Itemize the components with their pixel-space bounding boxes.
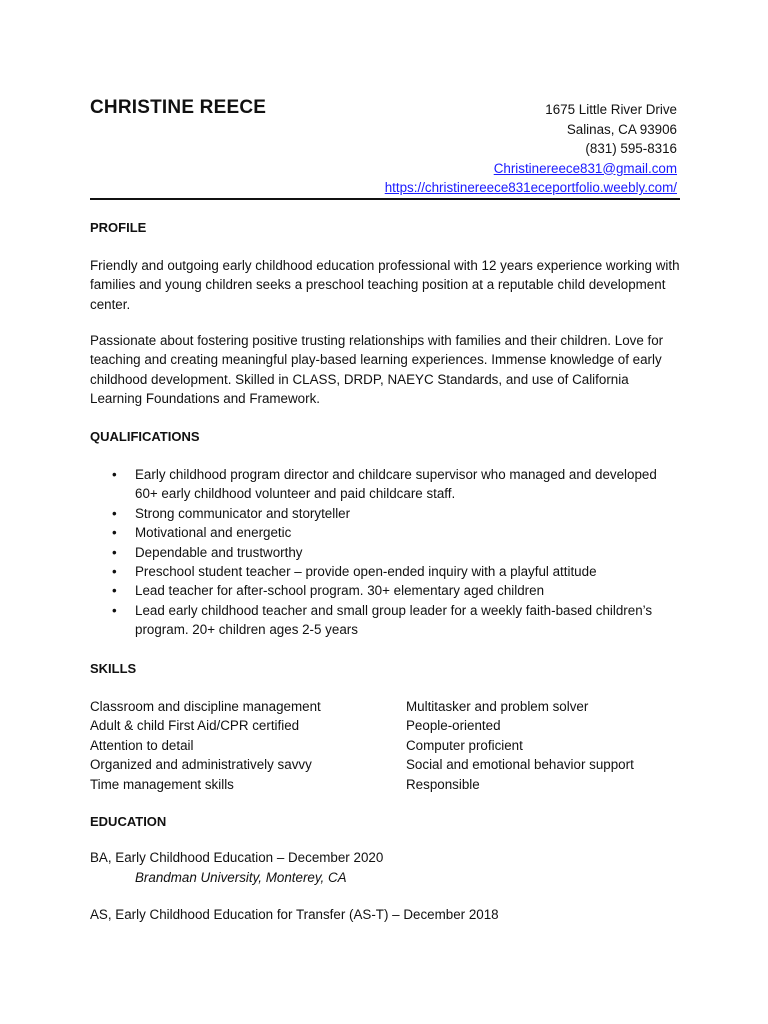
qualification-text: Strong communicator and storyteller bbox=[135, 505, 351, 521]
skill-item: Attention to detail bbox=[90, 737, 194, 753]
profile-heading: PROFILE bbox=[90, 220, 147, 235]
list-item bbox=[90, 562, 682, 581]
qualification-text: Motivational and energetic bbox=[135, 525, 292, 541]
contact-block bbox=[385, 100, 677, 198]
skill-item: Organized and administratively savvy bbox=[90, 757, 312, 773]
bullet-icon: • bbox=[112, 602, 117, 618]
profile-paragraph-2 bbox=[90, 331, 680, 409]
skill-item: Computer proficient bbox=[406, 737, 523, 753]
skill-item: People-oriented bbox=[406, 718, 501, 734]
skill-item: Multitasker and problem solver bbox=[406, 699, 589, 714]
bullet-icon: • bbox=[112, 564, 117, 580]
qualification-text: Early childhood program director and childcare supervisor who managed and developed 60+ early childhood volunteer and paid childcare staff. bbox=[135, 467, 657, 502]
list-item bbox=[90, 581, 682, 600]
education-degree-1: BA, Early Childhood Education – December 2020 bbox=[90, 850, 384, 865]
address-line-2: Salinas, CA 93906 bbox=[566, 121, 677, 137]
skills-column-right bbox=[406, 697, 634, 794]
header-divider bbox=[90, 198, 680, 200]
list-item bbox=[90, 601, 682, 640]
profile-paragraph-2-text: Passionate about fostering positive trusting relationships with families and their children. Love for teaching and creating meaningful play-based learning experiences. Immense knowledge of early childhood development. Skilled in CLASS, DRDP, NAEYC Standards, and use of California Learning Foundations and Framework. bbox=[90, 333, 664, 407]
phone-number: (831) 595-8316 bbox=[585, 141, 677, 156]
email-link[interactable]: Christinereece831@gmail.com bbox=[493, 160, 677, 176]
bullet-icon: • bbox=[112, 505, 117, 521]
education-degree-2: AS, Early Childhood Education for Transfer (AS-T) – December 2018 bbox=[90, 907, 499, 922]
profile-paragraph-1 bbox=[90, 256, 680, 314]
bullet-icon: • bbox=[112, 525, 117, 541]
profile-paragraph-1-text: Friendly and outgoing early childhood education professional with 12 years experience working with families and young children seeks a preschool teaching position at a reputable child development center. bbox=[90, 258, 680, 312]
skills-heading: SKILLS bbox=[90, 661, 137, 676]
list-item bbox=[90, 523, 682, 542]
education-heading: EDUCATION bbox=[90, 814, 167, 829]
qualifications-heading: QUALIFICATIONS bbox=[90, 429, 200, 444]
skill-item: Responsible bbox=[406, 776, 480, 792]
skill-item: Adult & child First Aid/CPR certified bbox=[90, 718, 300, 734]
list-item bbox=[90, 543, 682, 562]
skill-item: Social and emotional behavior support bbox=[406, 757, 634, 773]
list-item bbox=[90, 465, 682, 504]
skill-item: Time management skills bbox=[90, 776, 234, 792]
bullet-icon: • bbox=[112, 544, 117, 560]
qualification-text: Preschool student teacher – provide open-ended inquiry with a playful attitude bbox=[135, 564, 597, 580]
qualification-text: Dependable and trustworthy bbox=[135, 544, 303, 560]
portfolio-link[interactable]: https://christinereece831eceportfolio.weebly.com/ bbox=[384, 180, 677, 195]
qualification-text: Lead teacher for after-school program. 30+ elementary aged children bbox=[135, 583, 545, 599]
address-line-1: 1675 Little River Drive bbox=[545, 102, 677, 117]
qualification-text: Lead early childhood teacher and small group leader for a weekly faith-based children’s program. 20+ children ages 2-5 years bbox=[135, 602, 653, 638]
qualifications-list bbox=[90, 465, 682, 640]
education-school-1: Brandman University, Monterey, CA bbox=[135, 870, 347, 885]
skills-grid bbox=[90, 697, 682, 794]
skill-item: Classroom and discipline management bbox=[90, 699, 321, 714]
list-item bbox=[90, 504, 682, 523]
bullet-icon: • bbox=[112, 467, 117, 482]
skills-column-left bbox=[90, 697, 406, 794]
applicant-name: CHRISTINE REECE bbox=[90, 97, 267, 118]
bullet-icon: • bbox=[112, 583, 117, 599]
